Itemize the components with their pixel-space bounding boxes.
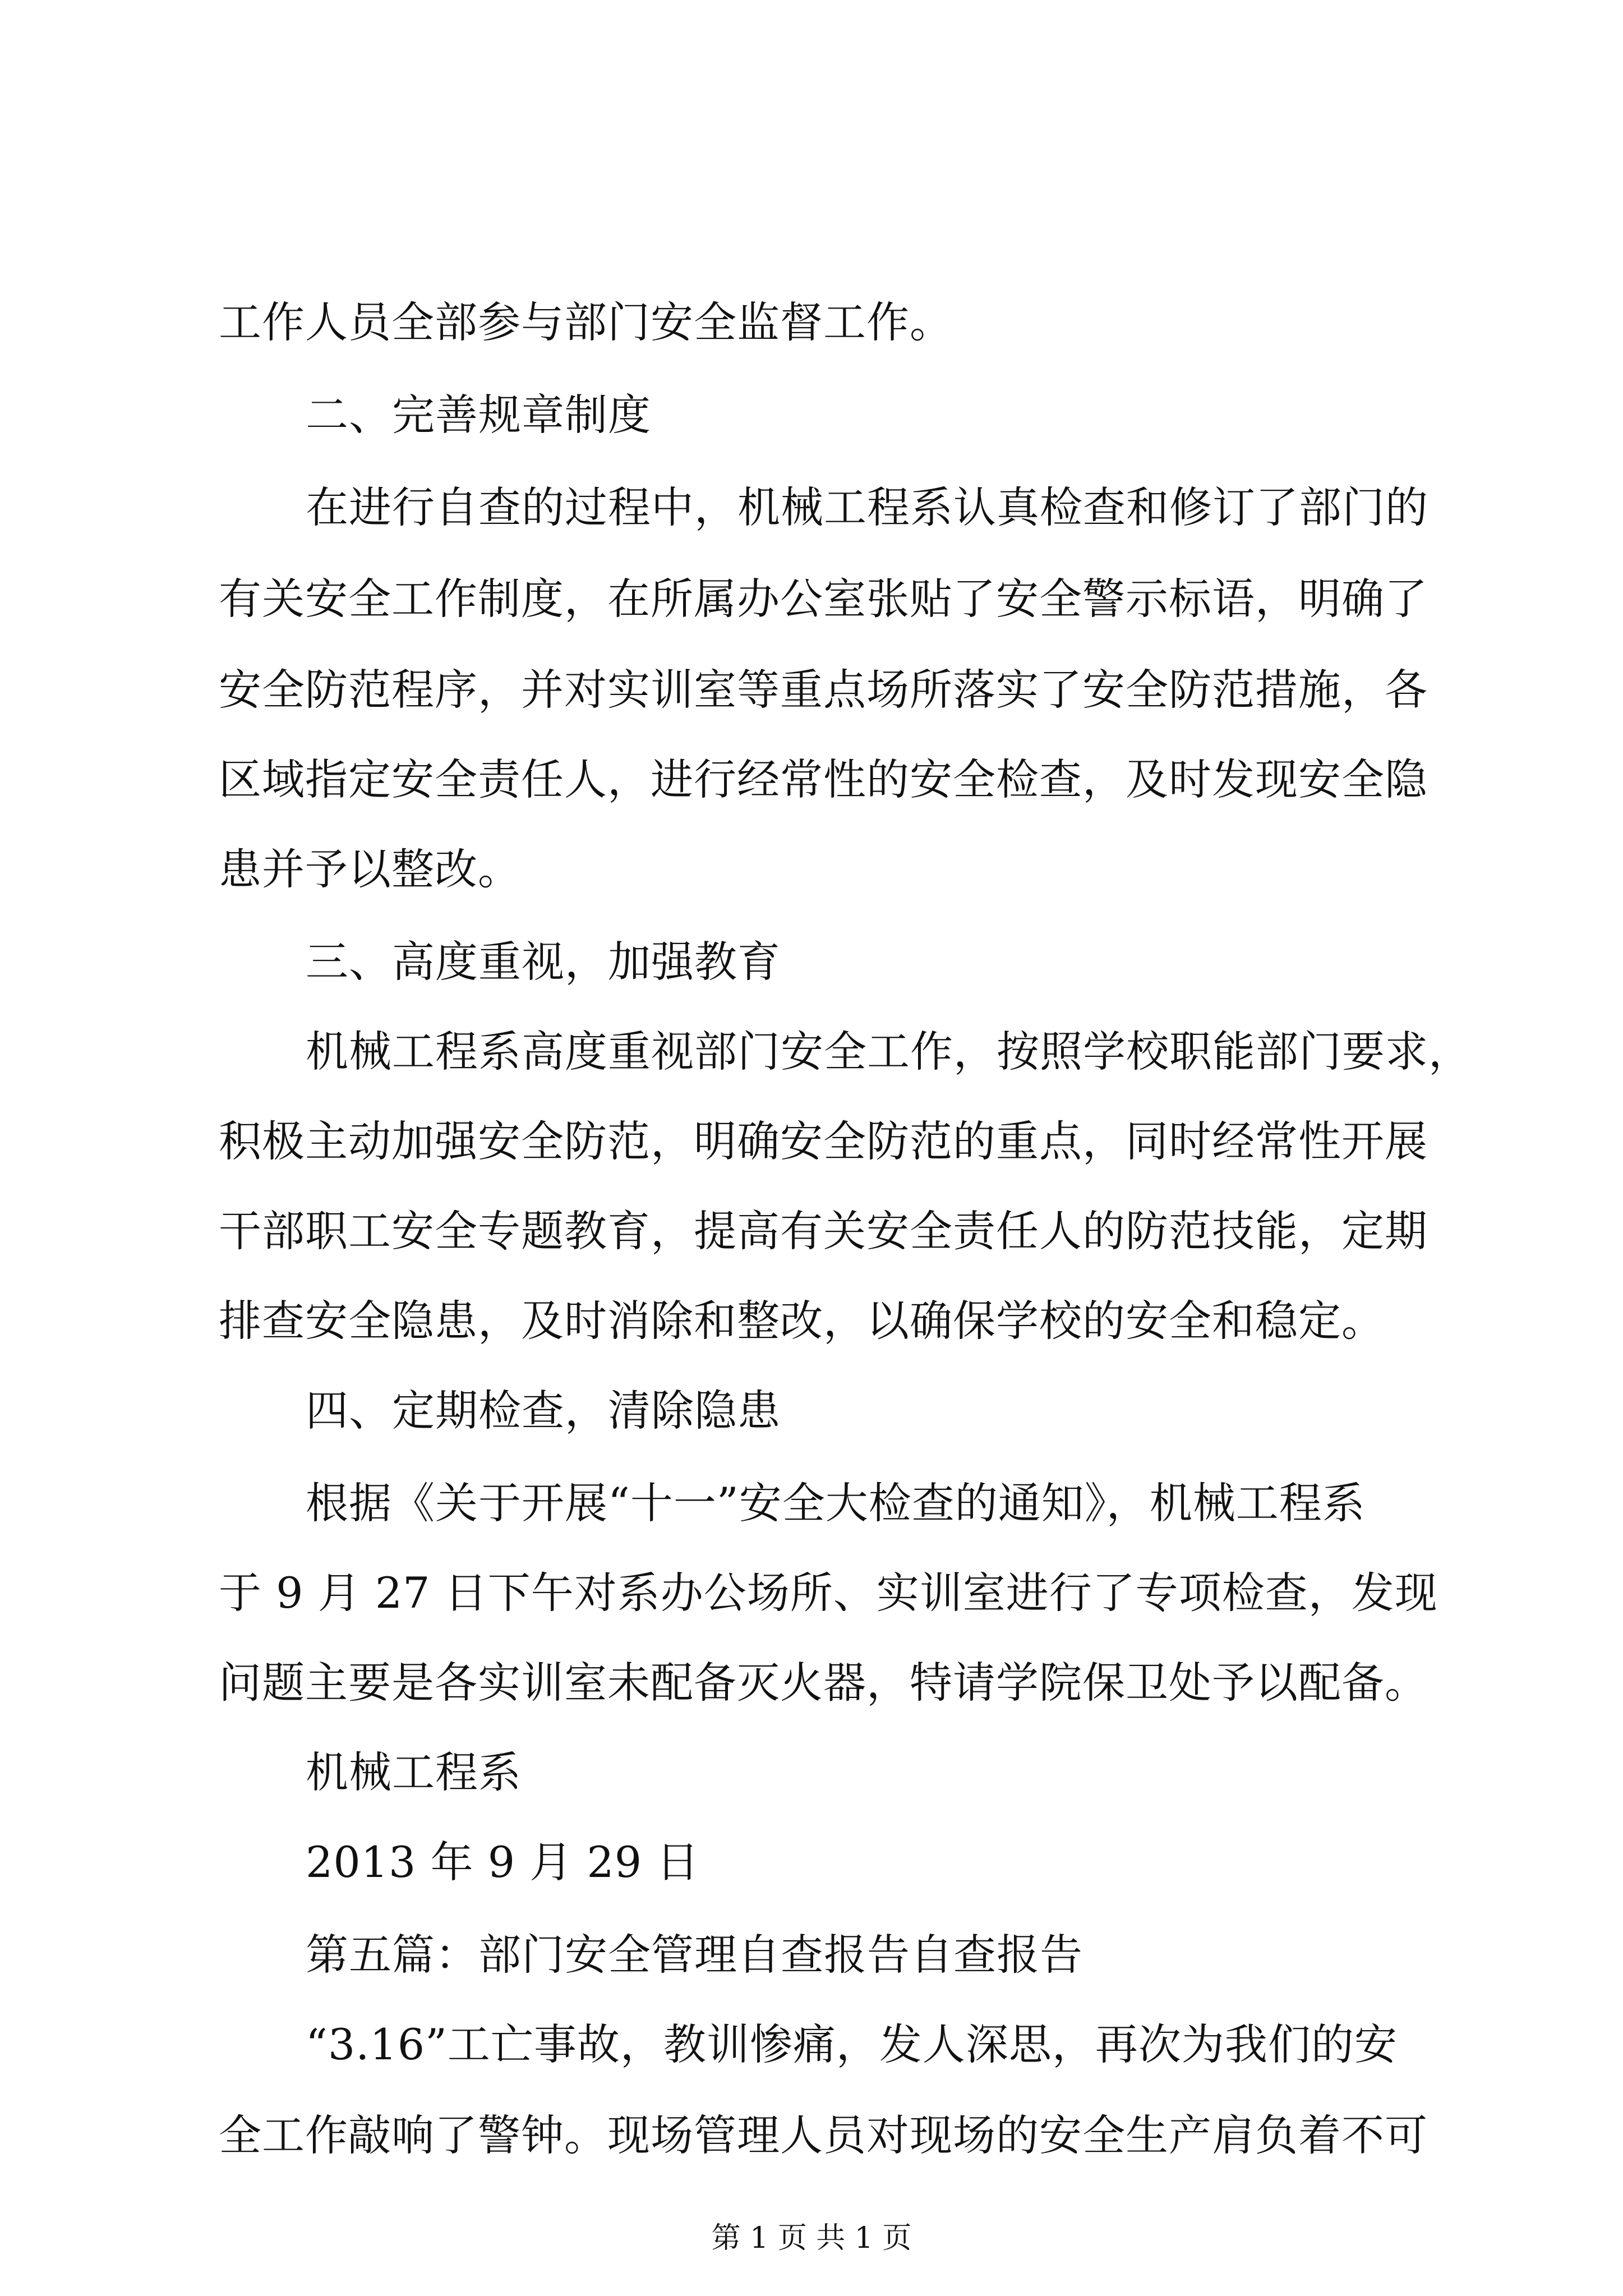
section-heading: 三、高度重视，加强教育 <box>306 937 781 987</box>
body-line: 排查安全隐患，及时消除和整改，以确保学校的安全和稳定。 <box>219 1296 1385 1346</box>
page-footer: 第 1 页 共 1 页 <box>711 2221 912 2255</box>
body-line: 全工作敲响了警钟。现场管理人员对现场的安全生产肩负着不可 <box>219 2110 1428 2160</box>
body-line: 根据《关于开展“十一”安全大检查的通知》，机械工程系 <box>306 1478 1366 1528</box>
signature-department: 机械工程系 <box>306 1747 522 1797</box>
section-heading: 二、完善规章制度 <box>306 390 651 440</box>
body-line: 区域指定安全责任人，进行经常性的安全检查，及时发现安全隐 <box>219 754 1428 804</box>
body-line: 于 9 月 27 日下午对系办公场所、实训室进行了专项检查，发现 <box>219 1568 1438 1618</box>
body-line: 积极主动加强安全防范，明确安全防范的重点，同时经常性开展 <box>219 1116 1428 1166</box>
body-line: 有关安全工作制度，在所属办公室张贴了安全警示标语，明确了 <box>219 574 1428 624</box>
body-line: 安全防范程序，并对实训室等重点场所落实了安全防范措施，各 <box>219 665 1428 715</box>
body-line: 患并予以整改。 <box>219 844 521 894</box>
signature-date: 2013 年 9 月 29 日 <box>306 1837 700 1887</box>
chapter-title: 第五篇：部门安全管理自查报告自查报告 <box>306 1930 1083 1980</box>
body-line: 在进行自查的过程中，机械工程系认真检查和修订了部门的 <box>306 482 1428 532</box>
body-line: 问题主要是各实训室未配备灭火器，特请学院保卫处予以配备。 <box>219 1658 1428 1708</box>
body-line: 干部职工安全专题教育，提高有关安全责任人的防范技能，定期 <box>219 1206 1428 1256</box>
body-line: 工作人员全部参与部门安全监督工作。 <box>219 297 953 347</box>
section-heading: 四、定期检查，清除隐患 <box>306 1386 781 1435</box>
body-line: 机械工程系高度重视部门安全工作，按照学校职能部门要求， <box>306 1027 1472 1076</box>
body-line: “3.16”工亡事故，教训惨痛，发人深思，再次为我们的安 <box>306 2019 1398 2069</box>
